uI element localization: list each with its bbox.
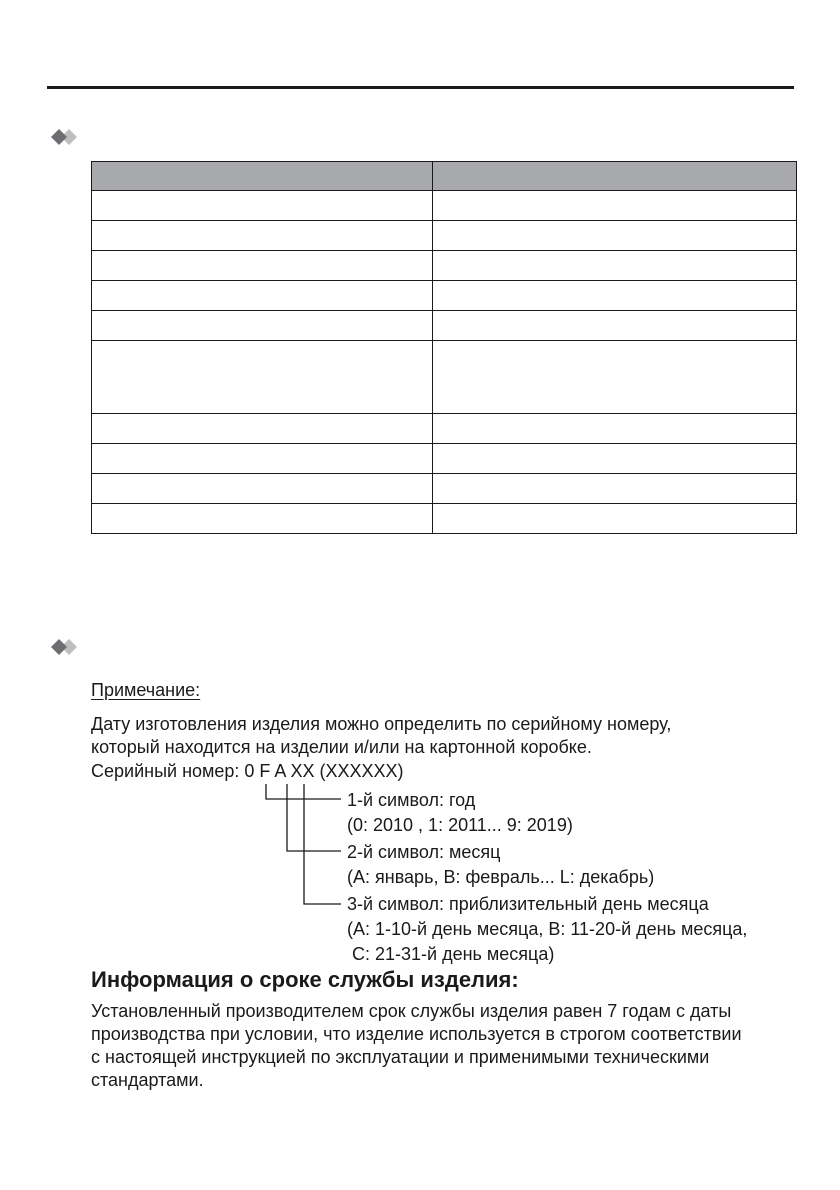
service-life-line: Установленный производителем срок службы изделия равен 7 годам с даты: [91, 1001, 732, 1021]
service-life-heading: Информация о сроке службы изделия:: [91, 967, 519, 992]
serial-number-line: Серийный номер: 0 F A XX (XXXXXX): [91, 761, 404, 781]
symbol-1-title: 1-й символ: год: [347, 790, 476, 810]
symbol-3-title: 3-й символ: приблизительный день месяца: [347, 894, 709, 914]
symbol-3-detail: (A: 1-10-й день месяца, B: 11-20-й день месяца,: [347, 919, 748, 939]
service-life-line: производства при условии, что изделие используется в строгом соответствии: [91, 1024, 742, 1044]
note-label: Примечание:: [91, 680, 201, 700]
note-paragraph-line: Дату изготовления изделия можно определить по серийному номеру,: [91, 714, 672, 734]
note-paragraph-line: который находится на изделии и/или на картонной коробке.: [91, 737, 592, 757]
symbol-1-detail: (0: 2010 , 1: 2011... 9: 2019): [347, 815, 573, 835]
symbol-2-detail: (A: январь, B: февраль... L: декабрь): [347, 867, 655, 887]
symbol-3-detail-continued: C: 21-31-й день месяца): [352, 944, 555, 964]
service-life-paragraph: [91, 1000, 811, 1092]
symbol-2-title: 2-й символ: месяц: [347, 842, 501, 862]
service-life-line: с настоящей инструкцией по эксплуатации и применимыми техническими: [91, 1047, 710, 1067]
service-life-line: стандартами.: [91, 1070, 204, 1090]
